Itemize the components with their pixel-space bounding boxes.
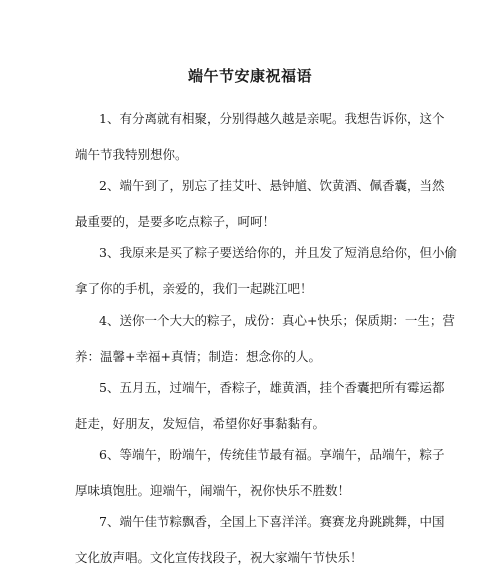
paragraph-4 [75, 303, 455, 375]
paragraph-1 [75, 101, 445, 173]
paragraph-line: 拿了你的手机，亲爱的，我们一起跳江吧！ [75, 281, 313, 296]
paragraph-line: 2、端午到了，别忘了挂艾叶、悬钟馗、饮黄酒、佩香囊，当然 [99, 178, 445, 193]
paragraph-line: 赶走，好朋友，发短信，希望你好事黏黏有。 [75, 416, 326, 431]
paragraph-line: 最重要的，是要多吃点粽子，呵呵！ [75, 214, 276, 229]
paragraph-7 [75, 504, 445, 576]
paragraph-5 [75, 370, 445, 442]
paragraph-6 [75, 437, 445, 509]
paragraph-line: 文化放声唱。文化宣传找段子，祝大家端午节快乐！ [75, 550, 363, 565]
document-title: 端午节安康祝福语 [187, 67, 312, 85]
paragraph-line: 养：温馨+幸福+真情；制造：想念你的人。 [75, 349, 321, 364]
paragraph-line: 4、送你一个大大的粽子，成份：真心+快乐；保质期：一生；营 [99, 313, 455, 328]
paragraph-line: 1、有分离就有相聚，分别得越久越是亲呢。我想告诉你，这个 [99, 111, 445, 126]
paragraph-line: 7、端午佳节粽飘香，全国上下喜洋洋。赛赛龙舟跳跳舞，中国 [99, 514, 445, 529]
paragraph-2 [75, 168, 445, 240]
paragraph-line: 5、五月五，过端午，香粽子，雄黄酒，挂个香囊把所有霉运都 [99, 380, 445, 395]
paragraph-line: 3、我原来是买了粽子要送给你的，并且发了短消息给你，但小偷 [99, 245, 457, 260]
paragraph-line: 端午节我特别想你。 [75, 147, 188, 162]
paragraph-line: 6、等端午，盼端午，传统佳节最有福。享端午，品端午，粽子 [99, 447, 445, 462]
paragraph-3 [75, 235, 457, 307]
paragraph-line: 厚味填饱肚。迎端午，闹端午，祝你快乐不胜数！ [75, 483, 351, 498]
